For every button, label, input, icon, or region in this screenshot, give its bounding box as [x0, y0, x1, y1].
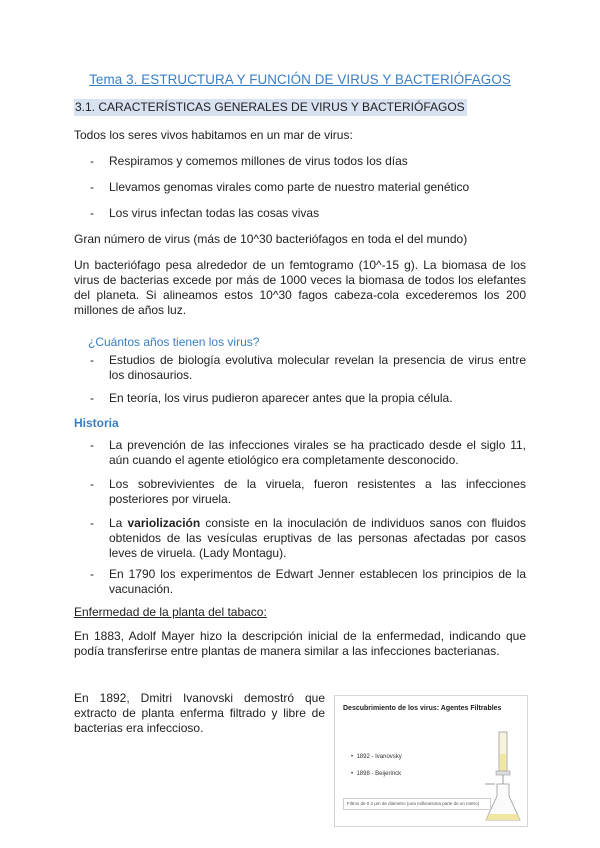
figure-bullet-text: 1898 - Beijerinck — [356, 771, 402, 777]
list-dash: - — [90, 180, 94, 194]
figure-bullet-text: 1892 - Ivanovsky — [356, 754, 402, 760]
list-item-text: En 1790 los experimentos de Edwart Jenner establecen los principios de la vacunación. — [109, 567, 526, 596]
list-item-text: Los virus infectan todas las cosas vivas — [109, 206, 320, 220]
figure-note: Filtros de 0.2 µm de diámetro (una millonésima parte de un metro) — [343, 798, 491, 810]
figure-title: Descubrimiento de los virus: Agentes Filtrables — [343, 705, 502, 712]
ivanovski-paragraph: En 1892, Dmitri Ivanovski demostró que extracto de planta enferma filtrado y libre de bacterias era infeccioso. — [74, 691, 325, 735]
list-dash: - — [90, 477, 94, 491]
bacteriofago-paragraph: Un bacteriófago pesa alrededor de un femtogramo (10^-15 g). La biomasa de los virus de bacterias excede por más de 1000 veces la biomasa de todos los elefantes del planeta. Si alineamos estos 10^30 fagos cabeza-cola excederemos los 200 millones de años luz. — [74, 258, 526, 317]
list-item-text: Los sobrevivientes de la viruela, fueron resistentes a las infecciones posteriores por viruela. — [109, 477, 526, 506]
list-item-text: Llevamos genomas virales como parte de nuestro material genético — [109, 180, 470, 194]
figure-filtros — [334, 695, 528, 827]
list-item-text: Respiramos y comemos millones de virus todos los días — [109, 154, 408, 168]
variolizacion-term: variolización — [127, 516, 201, 530]
list-dash: - — [90, 154, 94, 168]
intro-text: Todos los seres vivos habitamos en un mar de virus: — [74, 128, 353, 142]
mayer-paragraph: En 1883, Adolf Mayer hizo la descripción inicial de la enfermedad, indicando que podía transferirse entre plantas de manera similar a las infecciones bacterianas. — [74, 629, 526, 658]
figure-bullet: • 1892 - Ivanovsky — [351, 754, 402, 760]
list-dash: - — [90, 353, 94, 367]
list-dash: - — [90, 438, 94, 452]
historia-heading: Historia — [74, 416, 119, 430]
variolizacion-text — [109, 516, 526, 561]
edad-heading: ¿Cuántos años tienen los virus? — [88, 335, 260, 349]
variolizacion-prefix: La — [109, 516, 128, 530]
list-dash: - — [90, 567, 94, 581]
section-heading: 3.1. CARACTERÍSTICAS GENERALES DE VIRUS Y BACTERIÓFAGOS — [75, 100, 465, 114]
tabaco-heading: Enfermedad de la planta del tabaco: — [74, 605, 267, 619]
figure-bullet: • 1898 - Beijerinck — [351, 771, 402, 777]
list-dash: - — [90, 206, 94, 220]
list-item-text: En teoría, los virus pudieron aparecer antes que la propia célula. — [109, 391, 453, 405]
list-item-text: La prevención de las infecciones virales se ha practicado desde el siglo 11, aún cuando el agente etiológico era completamente desconocido. — [109, 438, 526, 467]
list-dash: - — [90, 516, 94, 530]
document-title: Tema 3. ESTRUCTURA Y FUNCIÓN DE VIRUS Y BACTERIÓFAGOS — [89, 72, 511, 87]
list-dash: - — [90, 391, 94, 405]
list-item-text: Estudios de biología evolutiva molecular revelan la presencia de virus entre los dinosaurios. — [109, 353, 526, 382]
variolizacion-rest: consiste en la inoculación de individuos sanos con fluidos obtenidos de las vesículas eruptivas de las personas afectadas por casos leves de viruela. (Lady Montagu). — [109, 516, 527, 560]
gran-numero-text: Gran número de virus (más de 10^30 bacteriófagos en toda el del mundo) — [74, 232, 468, 246]
